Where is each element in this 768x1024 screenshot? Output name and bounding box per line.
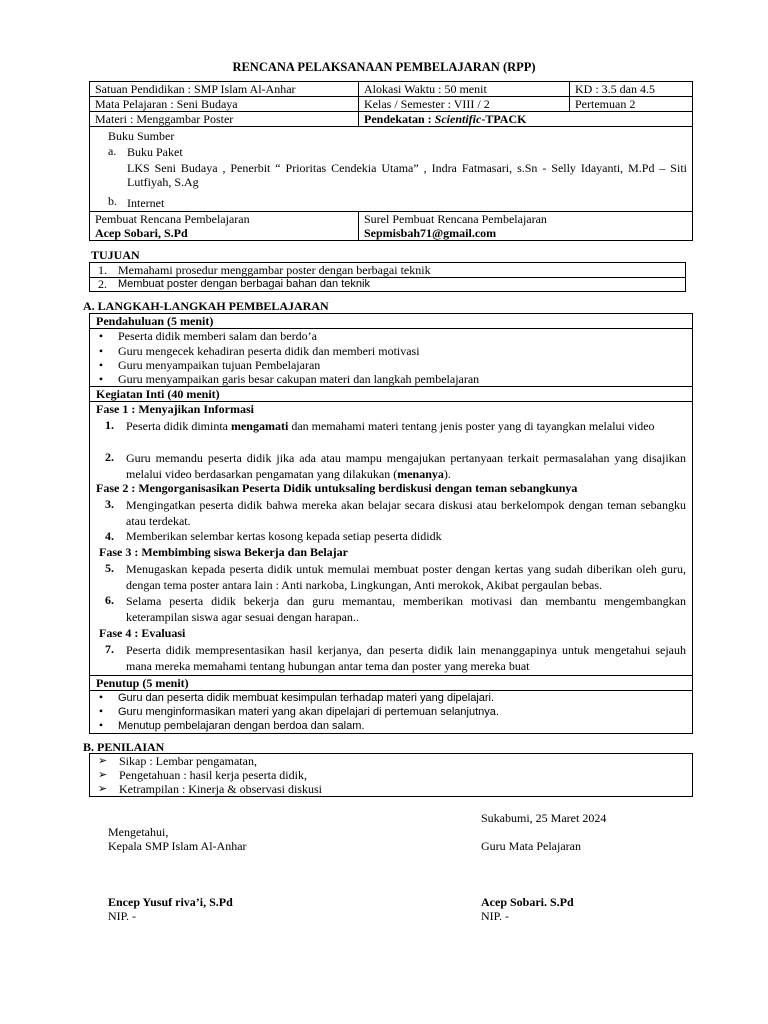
penutup-item: Guru menginformasikan materi yang akan dipelajari di pertemuan selanjutnya. xyxy=(118,706,499,718)
bullet-icon: • xyxy=(98,704,104,718)
step-number: 4. xyxy=(105,529,114,543)
list-item: 2. xyxy=(98,277,107,291)
langkah-box xyxy=(89,313,693,734)
step-number: 1. xyxy=(105,418,114,432)
penilaian-box xyxy=(89,753,693,797)
penilaian-item: Pengetahuan : hasil kerja peserta didik, xyxy=(119,768,307,782)
kompetensi-dasar: KD : 3.5 dan 4.5 xyxy=(570,82,693,97)
bullet-icon: • xyxy=(98,358,104,372)
step-number: 7. xyxy=(105,642,114,656)
pendahuluan-item: Guru mengecek kehadiran peserta didik dan memberi motivasi xyxy=(118,344,420,358)
surel-value: Sepmisbah71@gmail.com xyxy=(364,226,497,240)
kelas-semester: Kelas / Semester : VIII / 2 xyxy=(359,97,570,112)
penutup-item: Guru dan peserta didik membuat kesimpulan terhadap materi yang dipelajari. xyxy=(118,692,495,704)
kepala-label: Kepala SMP Islam Al-Anhar xyxy=(108,839,247,853)
guru-name: Acep Sobari. S.Pd xyxy=(481,895,574,909)
internet-source: Internet xyxy=(127,196,165,210)
fase-2: Fase 2 : Mengorganisasikan Peserta Didik untuksaling berdiskusi dengan teman sebangkunya xyxy=(96,481,578,495)
buku-sumber-title: Buku Sumber xyxy=(108,129,175,143)
step-number: 2. xyxy=(105,450,114,464)
step-2: Guru memandu peserta didik jika ada atau mampu mengajukan pertanyaan terkait permasalahan yang disajikan melalui video berdasarkan pengamatan yang dilakukan (menanya). xyxy=(126,451,686,481)
step-number: 3. xyxy=(105,497,114,511)
buku-paket: Buku Paket xyxy=(127,145,183,159)
arrow-bullet-icon: ➢ xyxy=(98,769,108,781)
arrow-bullet-icon: ➢ xyxy=(98,783,108,795)
kepala-nip: NIP. - xyxy=(108,909,137,923)
place-date: Sukabumi, 25 Maret 2024 xyxy=(481,811,607,825)
step-5: Menugaskan kepada peserta didik untuk memulai membuat poster dengan kertas yang sudah diberikan oleh guru, dengan tema poster antara lain : Anti narkoba, Lingkungan, Anti merokok, Akibat pergaulan bebas. xyxy=(126,562,686,592)
bullet-icon: • xyxy=(98,718,104,732)
list-marker: b. xyxy=(108,194,117,208)
bullet-icon: • xyxy=(98,344,104,358)
inti-title: Kegiatan Inti (40 menit) xyxy=(96,387,220,401)
step-3: Mengingatkan peserta didik bahwa mereka akan belajar secara diskusi atau berkelompok dengan teman sebangku atau terdekat. xyxy=(126,498,686,528)
guru-label: Guru Mata Pelajaran xyxy=(481,839,581,853)
mata-pelajaran: Mata Pelajaran : Seni Budaya xyxy=(90,97,359,112)
tujuan-heading: TUJUAN xyxy=(91,248,140,262)
kepala-name: Encep Yusuf riva’i, S.Pd xyxy=(108,895,233,909)
fase-4: Fase 4 : Evaluasi xyxy=(99,626,186,640)
step-number: 6. xyxy=(105,593,114,607)
materi: Materi : Menggambar Poster xyxy=(90,112,359,127)
bullet-icon: • xyxy=(98,372,104,386)
list-marker: a. xyxy=(108,144,117,158)
alokasi-waktu: Alokasi Waktu : 50 menit xyxy=(359,82,570,97)
pendahuluan-item: Guru menyampaikan garis besar cakupan materi dan langkah pembelajaran xyxy=(118,372,480,386)
pembuat-name: Acep Sobari, S.Pd xyxy=(95,226,188,240)
fase-1: Fase 1 : Menyajikan Informasi xyxy=(96,402,254,416)
pertemuan: Pertemuan 2 xyxy=(570,97,693,112)
mengetahui: Mengetahui, xyxy=(108,825,169,839)
document-title: RENCANA PELAKSANAAN PEMBELAJARAN (RPP) xyxy=(232,60,536,74)
tujuan-box xyxy=(89,262,686,292)
bullet-icon: • xyxy=(98,690,104,704)
step-7: Peserta didik mempresentasikan hasil kerjanya, dan peserta didik lain menanggapinya untuk mengetahui sejauh mana mereka memahami tentang hubungan antar tema dan poster yang mereka buat xyxy=(126,643,686,673)
pembuat-label: Pembuat Rencana Pembelajaran xyxy=(95,212,250,226)
step-4: Memberikan selembar kertas kosong kepada setiap peserta dididk xyxy=(126,529,442,543)
pendahuluan-item: Guru menyampaikan tujuan Pembelajaran xyxy=(118,358,321,372)
list-item: 1. xyxy=(98,263,107,277)
step-6: Selama peserta didik bekerja dan guru memantau, memberikan motivasi dan membantu mengembangkan keterampilan siswa agar sesuai dengan harapan.. xyxy=(126,594,686,624)
penutup-title: Penutup (5 menit) xyxy=(96,676,189,690)
identity-table xyxy=(89,81,693,241)
bullet-icon: • xyxy=(98,329,104,343)
penilaian-item: Ketrampilan : Kinerja & observasi diskusi xyxy=(119,782,322,796)
pendahuluan-title: Pendahuluan (5 menit) xyxy=(96,314,214,328)
step-number: 5. xyxy=(105,561,114,575)
tujuan-item-1: Memahami prosedur menggambar poster dengan berbagai teknik xyxy=(118,263,431,277)
pembuat-rencana xyxy=(90,212,359,241)
arrow-bullet-icon: ➢ xyxy=(98,755,108,767)
penilaian-item: Sikap : Lembar pengamatan, xyxy=(119,754,257,768)
step-1: Peserta didik diminta mengamati dan memahami materi tentang jenis poster yang di tayangkan melalui video xyxy=(126,419,655,433)
satuan-pendidikan: Satuan Pendidikan : SMP Islam Al-Anhar xyxy=(90,82,359,97)
pendahuluan-item: Peserta didik memberi salam dan berdo’a xyxy=(118,329,317,343)
guru-nip: NIP. - xyxy=(481,909,510,923)
penutup-item: Menutup pembelajaran dengan berdoa dan salam. xyxy=(118,720,365,732)
buku-paket-detail: LKS Seni Budaya , Penerbit “ Prioritas Cendekia Utama” , Indra Fatmasari, s.Sn - Selly Idayanti, M.Pd – Siti Lutfiyah, S.Ag xyxy=(127,161,687,189)
fase-3: Fase 3 : Membimbing siswa Bekerja dan Belajar xyxy=(99,545,348,559)
surel-label: Surel Pembuat Rencana Pembelajaran xyxy=(364,212,547,226)
penilaian-heading: B. PENILAIAN xyxy=(83,740,165,754)
buku-sumber-cell xyxy=(90,127,693,212)
langkah-heading: A. LANGKAH-LANGKAH PEMBELAJARAN xyxy=(83,299,329,313)
tujuan-item-2: Membuat poster dengan berbagai bahan dan teknik xyxy=(118,278,370,290)
surel-pembuat xyxy=(359,212,693,241)
pendekatan: Pendekatan : Scientific-TPACK xyxy=(359,112,693,127)
